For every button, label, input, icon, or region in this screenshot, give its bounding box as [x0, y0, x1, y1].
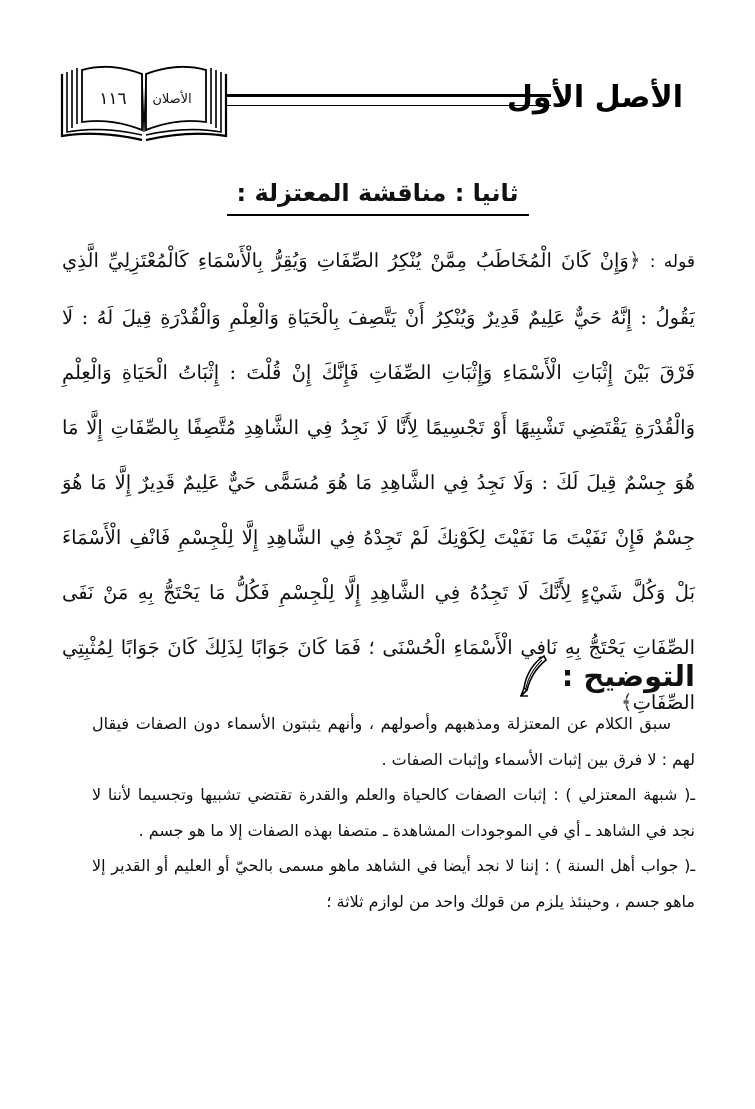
clarification-heading [518, 654, 695, 698]
page-number: ١١٦ [99, 89, 127, 109]
header-rule [226, 94, 551, 106]
quote-body: وَإِنْ كَانَ الْمُخَاطَبُ مِمَّنْ يُنْكِرُ الصِّفَاتِ وَيُقِرُّ بِالْأَسْمَاءِ كَالْمُعْتَزِلِيِّ الَّذِي يَقُولُ : إِنَّهُ حَيٌّ عَلِيمٌ قَدِيرٌ وَيُنْكِرُ أَنْ يَتَّصِفَ بِالْحَيَاةِ وَالْعِلْمِ وَالْقُدْرَةِ قِيلَ لَهُ : لَا فَرْقَ بَيْنَ إِثْبَاتِ الْأَسْمَاءِ وَإِثْبَاتِ الصِّفَاتِ فَإِنَّكَ إِنْ قُلْتَ : إِثْبَاتُ الْحَيَاةِ وَالْعِلْمِ وَالْقُدْرَةِ يَقْتَضِي تَشْبِيهًا أَوْ تَجْسِيمًا لِأَنَّا لَا نَجِدُ فِي الشَّاهِدِ مُتَّصِفًا بِالصِّفَاتِ إِلَّا مَا هُوَ جِسْمٌ قِيلَ لَكَ : وَلَا نَجِدُ فِي الشَّاهِدِ مَا هُوَ مُسَمًّى حَيٌّ عَلِيمٌ قَدِيرٌ إِلَّا مَا هُوَ جِسْمٌ فَإِنْ نَفَيْتَ مَا نَفَيْتَ لِكَوْنِكَ لَمْ تَجِدْهُ فِي الشَّاهِدِ إِلَّا لِلْجِسْمِ فَانْفِ الْأَسْمَاءَ بَلْ وَكُلَّ شَيْءٍ لِأَنَّكَ لَا تَجِدُهُ فِي الشَّاهِدِ إِلَّا لِلْجِسْمِ فَكُلُّ مَا يَحْتَجُّ بِهِ مَنْ نَفَى الصِّفَاتِ يَحْتَجُّ بِهِ نَافِي الْأَسْمَاءِ الْحُسْنَى ؛ فَمَا كَانَ جَوَابًا لِذَلِكَ كَانَ جَوَابًا لِمُثْبِتِي الصِّفَاتِ [62, 249, 695, 714]
book-name: الأصلان [152, 91, 192, 107]
paragraph-doubt: ـ( شبهة المعتزلي ) : إثبات الصفات كالحياة والعلم والقدرة تقتضي تشبيها وتجسيما لأننا لا نجد في الشاهد ـ أي في الموجودات المشاهدة ـ متصفا بهذه الصفات إلا ما هو جسم . [92, 785, 695, 840]
clarification-heading-text: التوضيح : [561, 659, 695, 693]
quill-pen-icon [518, 654, 552, 698]
quote-lead: قوله : [649, 252, 695, 272]
clarification-body [92, 706, 695, 919]
paragraph-answer: ـ( جواب أهل السنة ) : إننا لا نجد أيضا في الشاهد ماهو مسمى بالحيّ أو العليم أو القدير إلا ماهو جسم ، وحينئذ يلزم من قولك واحد من لوازم ثلاثة ؛ [92, 856, 695, 911]
close-ornate-bracket: ﴾ [620, 690, 633, 714]
chapter-title: الأصل الأول [506, 80, 683, 115]
page-header [58, 60, 683, 146]
book-labels [86, 82, 204, 116]
section-title-text: ثانيا : مناقشة المعتزلة : [227, 176, 529, 216]
section-title [0, 176, 755, 216]
open-ornate-bracket: ﴿ [628, 248, 641, 272]
paragraph-intro: سبق الكلام عن المعتزلة ومذهبهم وأصولهم ، وأنهم يثبتون الأسماء دون الصفات فيقال لهم : لا فرق بين إثبات الأسماء وإثبات الصفات . [92, 714, 695, 769]
